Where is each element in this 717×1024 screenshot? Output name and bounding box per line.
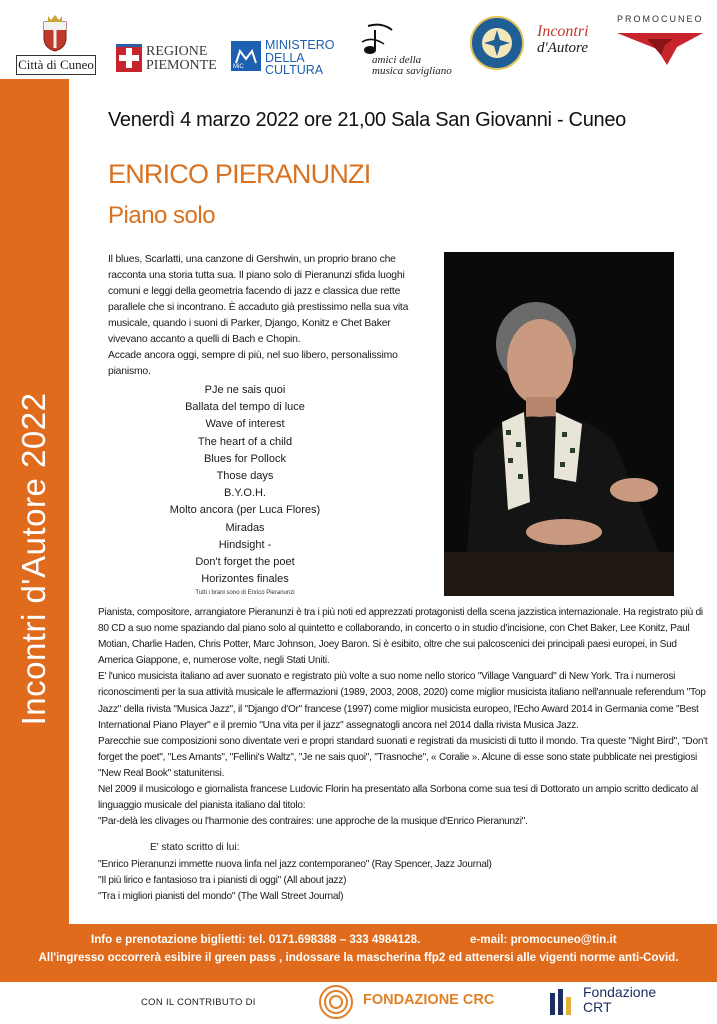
intro-paragraph: Accade ancora oggi, sempre di più, nel suo libero, personalissimo pianismo. xyxy=(108,350,398,377)
bio-paragraph: E' l'unico musicista italiano ad aver suonato e registrato più volte a suo nome nello storico "Village Vanguard" di New York. Tra i numerosi riconoscimenti per la sua attività musicale le affermazioni (1989, 2003, 2008, 2020) come miglior musicista italiano nell'annuale referendum "Top Jazz" della rivista "Musica Jazz", il "Django d'Or" francese (1997) come miglior musicista europeo, l'Echo Award 2014 in Germania come "Best International Piano Player" e il premio "Una vita per il jazz" assegnatogli ancora nel 2014 dalla rivista Musica Jazz. xyxy=(98,671,706,731)
amici-musica-savigliano-logo-text xyxy=(372,55,452,77)
sponsor-label: CON IL CONTRIBUTO DI xyxy=(141,997,256,1008)
bio-paragraph: "Par-delà les clivages ou l'harmonie des contraires: une approche de la musique d'Enrico Pieranunzi". xyxy=(98,816,528,828)
mic-line-3: CULTURA xyxy=(265,63,324,77)
fondazione-crt-logo-text xyxy=(583,985,656,1015)
ministero-cultura-logo-text xyxy=(265,39,334,77)
amici-musica-note-icon xyxy=(358,22,398,58)
press-quote: "Enrico Pieranunzi immette nuova linfa nel jazz contemporaneo" (Ray Spencer, Jazz Journal) xyxy=(98,859,492,870)
fondazione-crc-rings-icon xyxy=(316,984,356,1020)
incontri-logo-line-1: Incontri xyxy=(537,23,589,40)
contact-email: e-mail: promocuneo@tin.it xyxy=(470,933,617,946)
amici-line-1: amici della xyxy=(372,54,422,66)
mic-badge-text: MiC xyxy=(233,64,244,70)
track-item: Hindsight - xyxy=(218,538,272,551)
regione-line: REGIONE xyxy=(146,44,208,59)
track-item: The heart of a child xyxy=(197,435,293,448)
bio-paragraph: Nel 2009 il musicologo e giornalista francese Ludovic Florin ha presentato alla Sorbona come sua tesi di Dottorato un ampio scritto dedicato al linguaggio musicale del pianista italiano dal titolo: xyxy=(98,784,698,812)
quotes-heading: E' stato scritto di lui: xyxy=(150,842,240,853)
artist-name: ENRICO PIERANUNZI xyxy=(108,159,371,189)
incontri-autore-logo xyxy=(537,24,589,56)
incontri-logo-line-2: d'Autore xyxy=(537,40,588,56)
crt-line-2: CRT xyxy=(583,999,612,1015)
fondazione-crt-bars-icon xyxy=(548,987,576,1017)
track-item: Miradas xyxy=(225,521,265,534)
bio-paragraph: Pianista, compositore, arrangiatore Pieranunzi è tra i più noti ed apprezzati protagonisti della scena jazzistica internazionale. Ha registrato più di 80 CD a suo nome spaziando dal piano solo al quintetto e collaborando, in concerto o in studio d'incisione, con Chet Baker, Lee Konitz, Paul Motian, Charlie Haden, Chris Potter, Marc Johnson, Joey Baron. Si è esibito, oltre che sui palcoscenici dei principali paesi europei, in Sud America Giappone, e, numerose volte, negli Stati Uniti. xyxy=(98,607,703,667)
mic-line-1: MINISTERO xyxy=(265,38,335,52)
soroptimist-seal-icon xyxy=(470,16,524,70)
biography xyxy=(98,605,710,830)
tracks-note: Tutti i brani sono di Enrico Pieranunzi xyxy=(195,590,295,596)
regione-piemonte-flag-icon xyxy=(116,44,142,72)
pianist-portrait-icon xyxy=(444,252,674,596)
track-item: Ballata del tempo di luce xyxy=(185,401,305,414)
concert-subtitle: Piano solo xyxy=(108,202,216,229)
track-item: Horizontes finales xyxy=(201,573,289,586)
track-item: Wave of interest xyxy=(205,418,285,431)
intro-text xyxy=(108,252,426,380)
promocuneo-logo-text: PROMOCUNEO xyxy=(617,14,704,24)
citta-di-cuneo-crest-icon xyxy=(40,14,70,52)
track-item: Those days xyxy=(216,470,274,483)
artist-photo xyxy=(444,252,674,596)
track-item: Don't forget the poet xyxy=(195,556,295,569)
ticket-info: Info e prenotazione biglietti: tel. 0171.698388 – 333 4984128. xyxy=(91,933,421,946)
sidebar-title: Incontri d'Autore 2022 xyxy=(15,392,52,726)
press-quote: "Tra i migliori pianisti del mondo" (The Wall Street Journal) xyxy=(98,891,344,902)
crt-line-1: Fondazione xyxy=(583,984,657,1000)
orange-sidebar xyxy=(0,79,69,939)
covid-notice: All'ingresso occorrerà esibire il green pass , indossare la mascherina ffp2 ed attenersi alle vigenti norme anti-Covid. xyxy=(38,951,679,964)
bio-paragraph: Parecchie sue composizioni sono diventate veri e propri standard suonati e registrati da musicisti di tutto il mondo. Tra queste "Night Bird", "Don't forget the poet", "Les Amants", "Fellini's Waltz", "Je ne sais quoi", "Trasnoche", « Coralie ». Alcune di esse sono state pubblicate nei prestigiosi "New Real Book" statunitensi. xyxy=(98,735,708,779)
event-date-place: Venerdì 4 marzo 2022 ore 21,00 Sala San Giovanni - Cuneo xyxy=(108,109,626,131)
track-item: Molto ancora (per Luca Flores) xyxy=(169,504,321,517)
track-list xyxy=(145,382,345,588)
press-quotes xyxy=(98,857,492,905)
intro-paragraph: Il blues, Scarlatti, una canzone di Gershwin, un proprio brano che racconta una storia tutta sua. Il piano solo di Pieranunzi sfida luoghi comuni e leggi della geometria facendo di jazz e classica due rette parallele che si incontrano. È accaduto già prestissimo nella sua vita musicale, quando i suoni di Parker, Django, Konitz e Chet Baker vivevano accanto a quelli di Bach e Chopin. xyxy=(108,254,409,345)
track-item: PJe ne sais quoi xyxy=(204,384,286,396)
track-item: B.Y.O.H. xyxy=(224,487,266,500)
amici-line-2: musica savigliano xyxy=(372,65,452,77)
piemonte-line: PIEMONTE xyxy=(146,58,217,73)
press-quote: "Il più lirico e fantasioso tra i pianisti di oggi" (All about jazz) xyxy=(98,875,347,886)
regione-piemonte-logo-text xyxy=(146,45,217,73)
fondazione-crc-logo-text: FONDAZIONE CRC xyxy=(363,992,495,1008)
citta-di-cuneo-logo-text: Città di Cuneo xyxy=(16,55,96,75)
promocuneo-wing-icon xyxy=(617,27,703,67)
track-item: Blues for Pollock xyxy=(204,452,286,465)
mic-line-2: DELLA xyxy=(265,50,305,65)
